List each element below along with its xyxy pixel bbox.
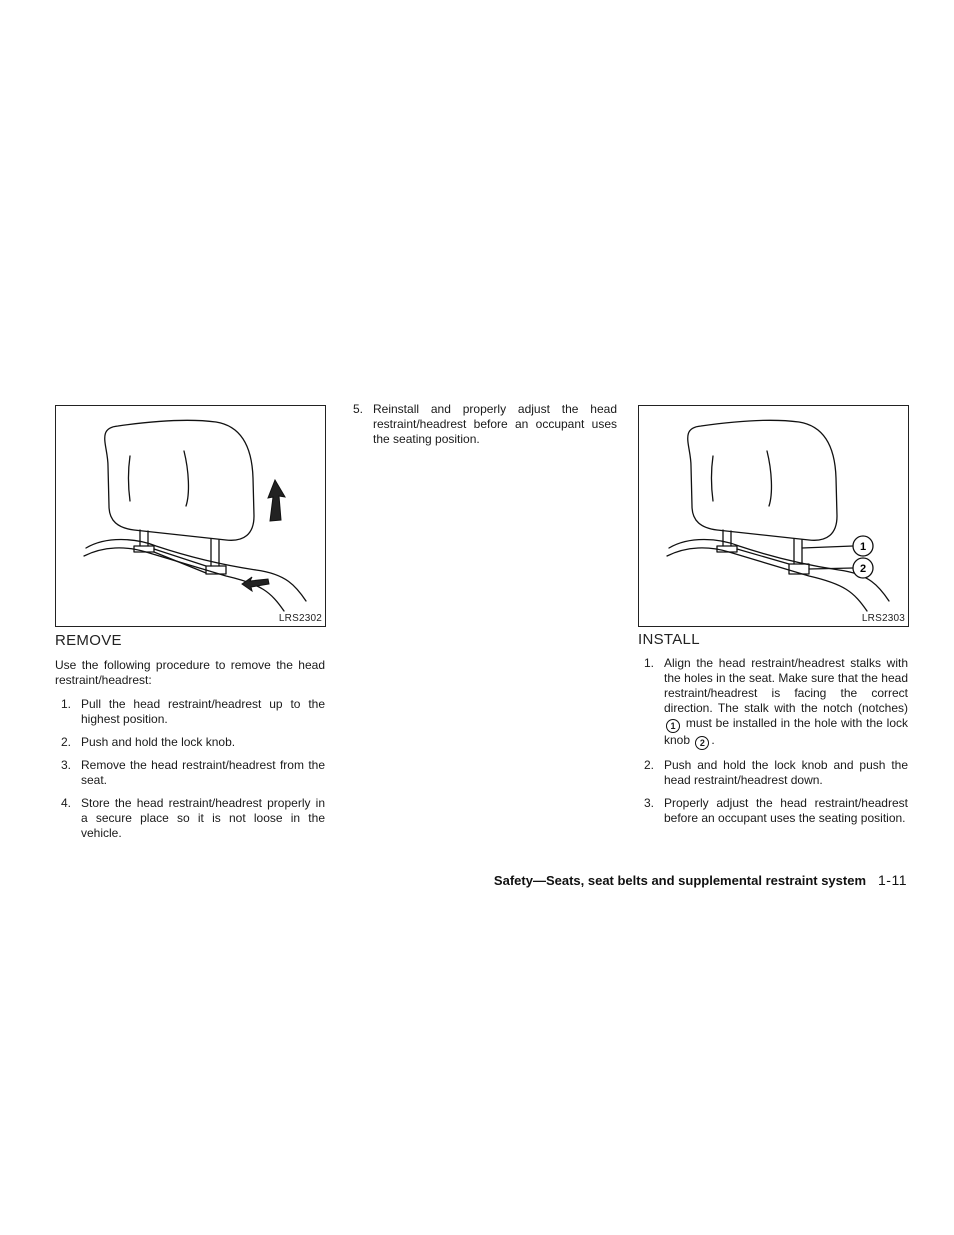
callout-1-inline: 1 [666,719,680,733]
callout-1: 1 [859,541,867,553]
remove-steps-continued [347,402,617,455]
figure-code: LRS2303 [861,613,905,624]
figure-code: LRS2302 [278,613,322,624]
remove-figure [55,405,326,627]
list-item: 1. Align the head restraint/headrest stalks with the holes in the seat. Make sure that the head restraint/headrest is facing the correct direction. The stalk with the notch (notches) 1 must be installed in the hole with the lock knob 2 . [644,656,908,748]
section-title: Safety—Seats, seat belts and supplemental restraint system [493,873,867,888]
list-item: 1. Pull the head restraint/headrest up to the highest position. [61,697,325,726]
headrest-install-illustration [639,406,908,626]
install-figure [638,405,909,627]
remove-steps-list [55,697,325,849]
callout-2-inline: 2 [695,736,709,750]
remove-heading: REMOVE [55,632,122,649]
install-steps-list [638,656,908,834]
list-item: 2. Push and hold the lock knob and push the head restraint/headrest down. [644,758,908,787]
page-number: 1-11 [878,872,907,888]
install-heading: INSTALL [638,631,700,648]
remove-intro: Use the following procedure to remove the head restraint/headrest: [55,658,325,687]
headrest-remove-illustration [56,406,325,626]
list-item: 2. Push and hold the lock knob. [61,735,236,749]
page-footer [494,872,907,888]
list-item: 3. Properly adjust the head restraint/headrest before an occupant uses the seating position. [644,796,908,825]
callout-2: 2 [859,563,867,575]
list-item: 5. Reinstall and properly adjust the head restraint/headrest before an occupant uses the seating position. [353,402,617,446]
list-item: 3. Remove the head restraint/headrest from the seat. [61,758,325,787]
list-item: 4. Store the head restraint/headrest properly in a secure place so it is not loose in the vehicle. [61,796,325,840]
